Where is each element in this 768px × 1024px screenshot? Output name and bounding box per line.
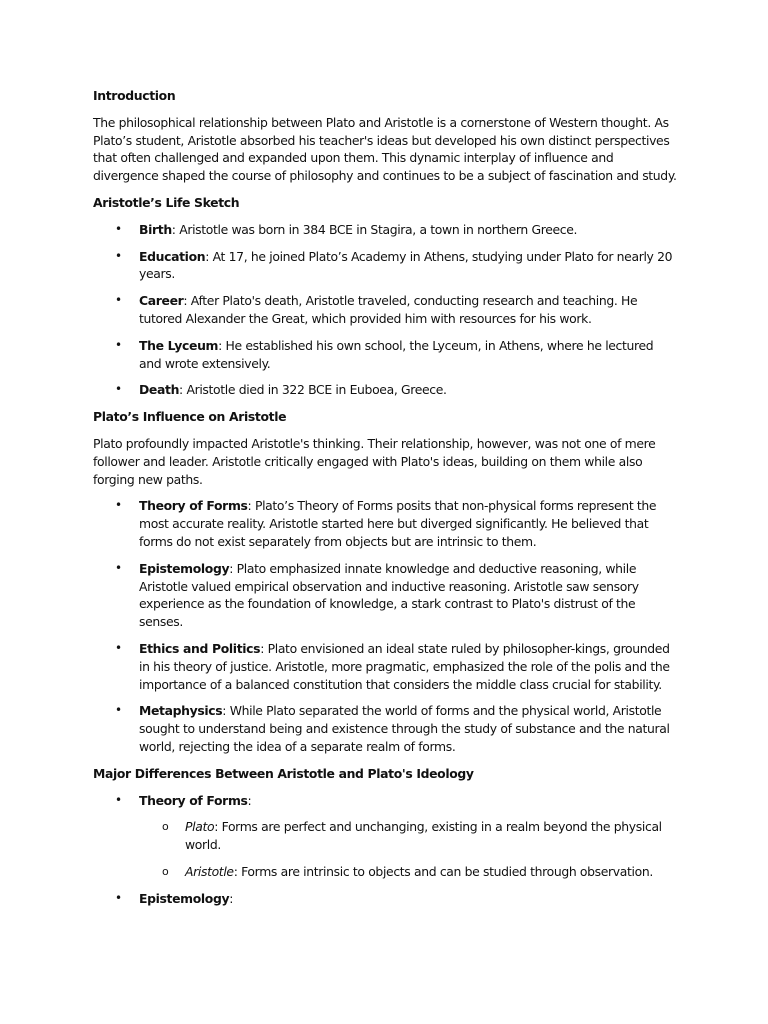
bullet-icon: • — [115, 293, 122, 308]
introduction-paragraph: The philosophical relationship between Plato and Aristotle is a cornerstone of Western thought. As Plato’s student, Aristotle absorbed his teacher's ideas but developed his own distinct perspectives that often challenged and expanded upon them. This dynamic interplay of influence and divergence shaped the course of philosophy and continues to be a subject of fascination and study. — [93, 114, 677, 184]
list-item-text: : Plato’s Theory of Forms posits that non-physical forms represent the most accurate reality. Aristotle started here but diverged significantly. He believed that forms do not exist separately from objects but are intrinsic to them. — [139, 498, 657, 549]
sub-list-item — [139, 818, 677, 854]
bullet-icon: • — [115, 890, 122, 905]
bullet-icon: • — [115, 248, 122, 263]
life-sketch-list — [93, 221, 677, 399]
section-heading-introduction: Introduction — [93, 88, 176, 103]
list-item — [93, 381, 677, 399]
list-item-term: Education — [139, 248, 206, 264]
list-item-term: Epistemology — [139, 560, 230, 576]
section-heading-life-sketch: Aristotle’s Life Sketch — [93, 194, 240, 210]
sub-list-item-text: : Forms are perfect and unchanging, existing in a realm beyond the physical world. — [185, 819, 662, 853]
sub-list-item-term: Aristotle — [185, 863, 234, 879]
sub-list — [139, 818, 677, 880]
bullet-icon: • — [115, 382, 122, 397]
list-item-text: : — [247, 792, 252, 808]
differences-list — [93, 792, 677, 908]
list-item — [93, 792, 677, 881]
bullet-icon: • — [115, 640, 122, 655]
list-item-term: Theory of Forms — [139, 792, 248, 808]
list-item — [93, 890, 677, 908]
list-item-text: : Plato emphasized innate knowledge and deductive reasoning, while Aristotle valued empirical observation and inductive reasoning. Aristotle saw sensory experience as the foundation of knowledge, a stark contrast to Plato's distrust of the senses. — [139, 560, 639, 630]
list-item-term: The Lyceum — [139, 337, 219, 353]
list-item-term: Birth — [139, 221, 172, 237]
list-item — [93, 702, 677, 755]
influence-list — [93, 497, 677, 755]
bullet-icon: • — [115, 498, 122, 513]
bullet-icon: • — [115, 703, 122, 718]
list-item-text: : Aristotle died in 322 BCE in Euboea, Greece. — [179, 382, 447, 398]
sub-list-item — [139, 863, 677, 881]
list-item — [93, 640, 677, 693]
list-item — [93, 560, 677, 631]
list-item-term: Career — [139, 293, 184, 309]
list-item-term: Metaphysics — [139, 703, 223, 719]
list-item — [93, 497, 677, 550]
bullet-icon: • — [115, 792, 122, 807]
sub-bullet-icon: o — [162, 820, 169, 834]
bullet-icon: • — [115, 221, 122, 236]
list-item-term: Death — [139, 382, 180, 398]
sub-bullet-icon: o — [162, 864, 169, 878]
influence-paragraph: Plato profoundly impacted Aristotle's thinking. Their relationship, however, was not one of mere follower and leader. Aristotle critically engaged with Plato's ideas, building on them while also forging new paths. — [93, 435, 656, 487]
list-item-term: Epistemology — [139, 890, 230, 906]
list-item — [93, 248, 677, 284]
list-item-text: : While Plato separated the world of forms and the physical world, Aristotle sought to understand being and existence through the study of substance and the natural world, rejecting the idea of a separate realm of forms. — [139, 703, 670, 754]
list-item-text: : At 17, he joined Plato’s Academy in Athens, studying under Plato for nearly 20 years. — [139, 248, 673, 282]
list-item-text: : Aristotle was born in 384 BCE in Stagira, a town in northern Greece. — [171, 221, 578, 237]
list-item-term: Theory of Forms — [139, 498, 248, 514]
list-item — [93, 221, 677, 239]
list-item-term: Ethics and Politics — [139, 640, 261, 656]
list-item — [93, 337, 677, 373]
bullet-icon: • — [115, 337, 122, 352]
list-item-text: : He established his own school, the Lyceum, in Athens, where he lectured and wrote extensively. — [139, 337, 654, 371]
list-item — [93, 292, 677, 328]
sub-list-item-text: : Forms are intrinsic to objects and can be studied through observation. — [233, 863, 653, 879]
list-item-text: : After Plato's death, Aristotle traveled, conducting research and teaching. He tutored Alexander the Great, which provided him with resources for his work. — [139, 293, 638, 326]
bullet-icon: • — [115, 560, 122, 575]
list-item-text: : Plato envisioned an ideal state ruled by philosopher-kings, grounded in his theory of justice. Aristotle, more pragmatic, emphasized the role of the polis and the importance of a balanced constitution that considers the middle class crucial for stability. — [139, 640, 670, 692]
section-heading-influence: Plato’s Influence on Aristotle — [93, 409, 287, 425]
list-item-text: : — [229, 890, 234, 906]
sub-list-item-term: Plato — [185, 819, 215, 835]
section-heading-differences: Major Differences Between Aristotle and Plato's Ideology — [93, 765, 474, 781]
document-page — [93, 87, 677, 916]
